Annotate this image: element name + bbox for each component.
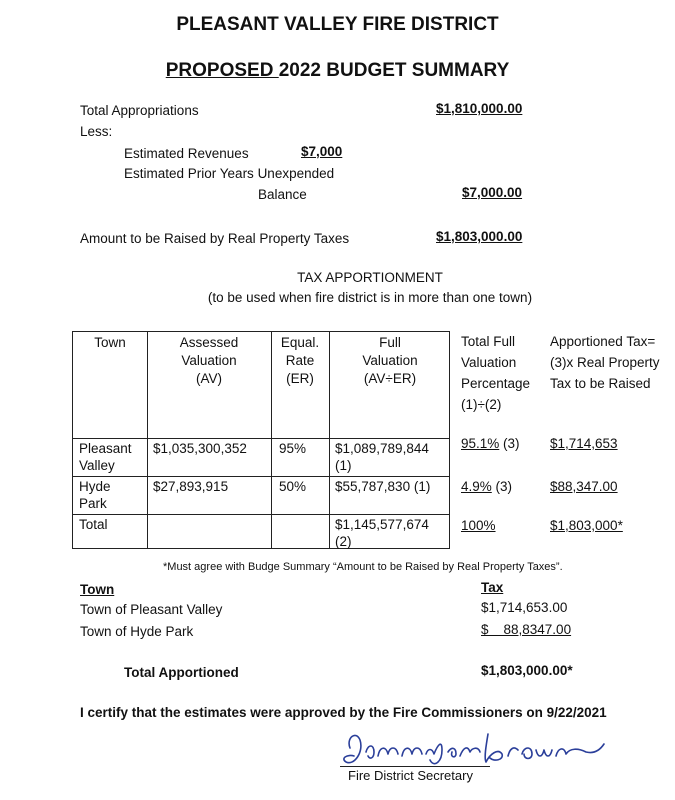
- row3-full-1: $1,145,577,674: [335, 517, 429, 532]
- row1-full-2: (1): [335, 458, 352, 473]
- estimated-revenues-value: $7,000: [301, 144, 343, 159]
- row1-full-1: $1,089,789,844: [335, 441, 429, 456]
- col-apportioned-tax: [550, 331, 660, 394]
- row2-assessed: $27,893,915: [153, 479, 229, 494]
- col-tax-3: Tax to be Raised: [550, 376, 651, 391]
- summary-tax-header: Tax: [481, 580, 504, 595]
- total-appropriations-label: Total Appropriations: [80, 103, 199, 118]
- col-equal-3: (ER): [286, 371, 314, 386]
- row2-percentage: [461, 479, 512, 494]
- apportionment-subheading: (to be used when fire district is in more than one town): [207, 290, 533, 305]
- col-full-1: Full: [379, 335, 401, 350]
- document-title: PLEASANT VALLEY FIRE DISTRICT: [176, 14, 499, 35]
- col-pct-3: Percentage: [461, 376, 531, 391]
- col-town: Town: [94, 335, 126, 350]
- estimated-revenues-label: Estimated Revenues: [124, 146, 249, 161]
- summary-total-label: Total Apportioned: [124, 665, 239, 680]
- summary-hp-value: $ 88,8347.00: [481, 622, 572, 637]
- balance-label: Balance: [258, 187, 307, 202]
- balance-value: $7,000.00: [462, 185, 523, 200]
- col-equal-2: Rate: [285, 353, 315, 368]
- row3-full-2: (2): [335, 534, 352, 549]
- subtitle-rest: 2022 BUDGET SUMMARY: [278, 60, 510, 81]
- summary-pv-value: $1,714,653.00: [481, 600, 568, 615]
- row2-apportioned-tax: $88,347.00: [550, 479, 618, 494]
- row2-pct-value: 4.9%: [461, 479, 492, 494]
- row3-apportioned-tax: $1,803,000*: [550, 518, 623, 533]
- row1-pct-value: 95.1%: [461, 436, 500, 451]
- less-label: Less:: [80, 124, 113, 139]
- row2-rate: 50%: [279, 479, 307, 494]
- row3-town-1: Total: [79, 517, 108, 532]
- row1-assessed: $1,035,300,352: [153, 441, 247, 456]
- signer-title: Fire District Secretary: [348, 768, 473, 783]
- certification-statement: I certify that the estimates were approved by the Fire Commissioners on 9/22/2021: [80, 705, 607, 720]
- col-assessed-1: Assessed: [179, 335, 239, 350]
- prior-years-label: Estimated Prior Years Unexpended: [124, 166, 335, 181]
- summary-town-header: Town: [80, 582, 115, 597]
- row1-town-2: Valley: [79, 458, 115, 473]
- apportionment-table: [72, 331, 450, 549]
- col-equal-1: Equal.: [280, 335, 320, 350]
- summary-pv-label: Town of Pleasant Valley: [80, 602, 223, 617]
- row3-percentage: [461, 518, 496, 533]
- apportionment-heading: TAX APPORTIONMENT: [297, 270, 443, 285]
- row2-town-2: Park: [79, 496, 107, 511]
- col-full-2: Valuation: [362, 353, 418, 368]
- signature-line: [340, 766, 490, 767]
- subtitle-proposed: PROPOSED: [165, 60, 279, 81]
- col-pct-4: (1)÷(2): [461, 397, 502, 412]
- footnote: *Must agree with Budge Summary “Amount to be Raised by Real Property Taxes”.: [163, 561, 563, 573]
- summary-hp-label: Town of Hyde Park: [80, 624, 194, 639]
- col-tax-1: Apportioned Tax=: [550, 334, 656, 349]
- row3-pct-value: 100%: [461, 518, 496, 533]
- total-appropriations-value: $1,810,000.00: [436, 101, 523, 116]
- col-tax-2: (3)x Real Property: [550, 355, 660, 370]
- col-pct-1: Total Full: [461, 334, 516, 349]
- amount-raised-label: Amount to be Raised by Real Property Taxes: [80, 231, 350, 246]
- row1-pct-ref: (3): [499, 436, 520, 451]
- document-subtitle: [0, 60, 675, 82]
- col-assessed-3: (AV): [196, 371, 222, 386]
- col-assessed-2: Valuation: [181, 353, 237, 368]
- row1-apportioned-tax: $1,714,653: [550, 436, 618, 451]
- amount-raised-value: $1,803,000.00: [436, 229, 523, 244]
- col-percentage: [461, 331, 530, 415]
- col-pct-2: Valuation: [461, 355, 517, 370]
- row1-percentage: [461, 436, 520, 451]
- summary-total-value: $1,803,000.00*: [481, 663, 573, 678]
- row1-town-1: Pleasant: [79, 441, 132, 456]
- row1-rate: 95%: [279, 441, 307, 456]
- row2-full-1: $55,787,830 (1): [335, 479, 431, 494]
- row2-pct-ref: (3): [491, 479, 513, 494]
- col-full-3: (AV÷ER): [363, 371, 417, 386]
- row2-town-1: Hyde: [79, 479, 111, 494]
